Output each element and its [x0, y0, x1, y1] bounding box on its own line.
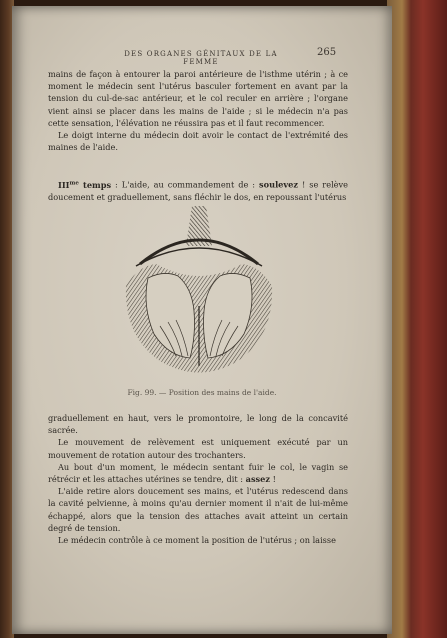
hands-illustration — [120, 206, 278, 378]
paragraph: Le médecin contrôle à ce moment la position de l'utérus ; on laisse — [58, 535, 336, 546]
figure-caption: Fig. 99. — Position des mains de l'aide. — [127, 388, 277, 397]
command-word: assez — [245, 474, 271, 485]
text-block-third-step — [48, 177, 348, 203]
command-word: soulevez — [259, 179, 299, 190]
paragraph: mains de façon à entourer la paroi antérieure de l'isthme utérin ; à ce moment le médecin sent l'utérus basculer fortement en avant par la tension du cul-de-sac antérieur, et le col reculer en arrière ; l'organe vient ainsi se placer dans les mains de l'aide ; si le médecin n'a pas cette sensation, l'élévation ne réussira pas et il faut recommencer. — [48, 69, 348, 128]
step-label — [58, 180, 111, 190]
running-head: DES ORGANES GÉNITAUX DE LA FEMME — [124, 50, 278, 66]
text-run: ! se relève doucement et graduellement, sans fléchir le dos, en repoussant l'utérus — [48, 179, 349, 202]
step-superscript: me — [69, 180, 79, 186]
paragraph: graduellement en haut, vers le promontoire, le long de la concavité sacrée. — [48, 413, 348, 436]
book-cover-right-edge — [387, 0, 447, 638]
paragraph — [48, 461, 348, 485]
text-block-bottom — [48, 412, 348, 546]
book-page — [12, 6, 392, 634]
text-run: ! — [270, 474, 276, 485]
text-run: : L'aide, au commandement de : — [111, 179, 260, 190]
paragraph: Le mouvement de relèvement est uniquement exécuté par un mouvement de rotation autour des trochanters. — [48, 437, 348, 460]
paragraph: Le doigt interne du médecin doit avoir le contact de l'extrémité des maines de l'aide. — [48, 130, 348, 153]
text-block-top — [48, 68, 348, 153]
step-numeral: III — [58, 179, 70, 190]
page-number: 265 — [317, 47, 337, 58]
paragraph — [48, 177, 348, 203]
step-word: temps — [78, 179, 112, 190]
text-run: Au bout d'un moment, le médecin sentant fuir le col, le vagin se rétrécir et les attaches utérines se tendre, dit : — [48, 461, 348, 485]
paragraph: L'aide retire alors doucement ses mains, et l'utérus redescend dans la cavité pelvienne, à moins qu'au dernier moment il n'ait de lui-même échappé, alors que la tension des attaches avait atteint un certain degré de tension. — [48, 486, 348, 533]
